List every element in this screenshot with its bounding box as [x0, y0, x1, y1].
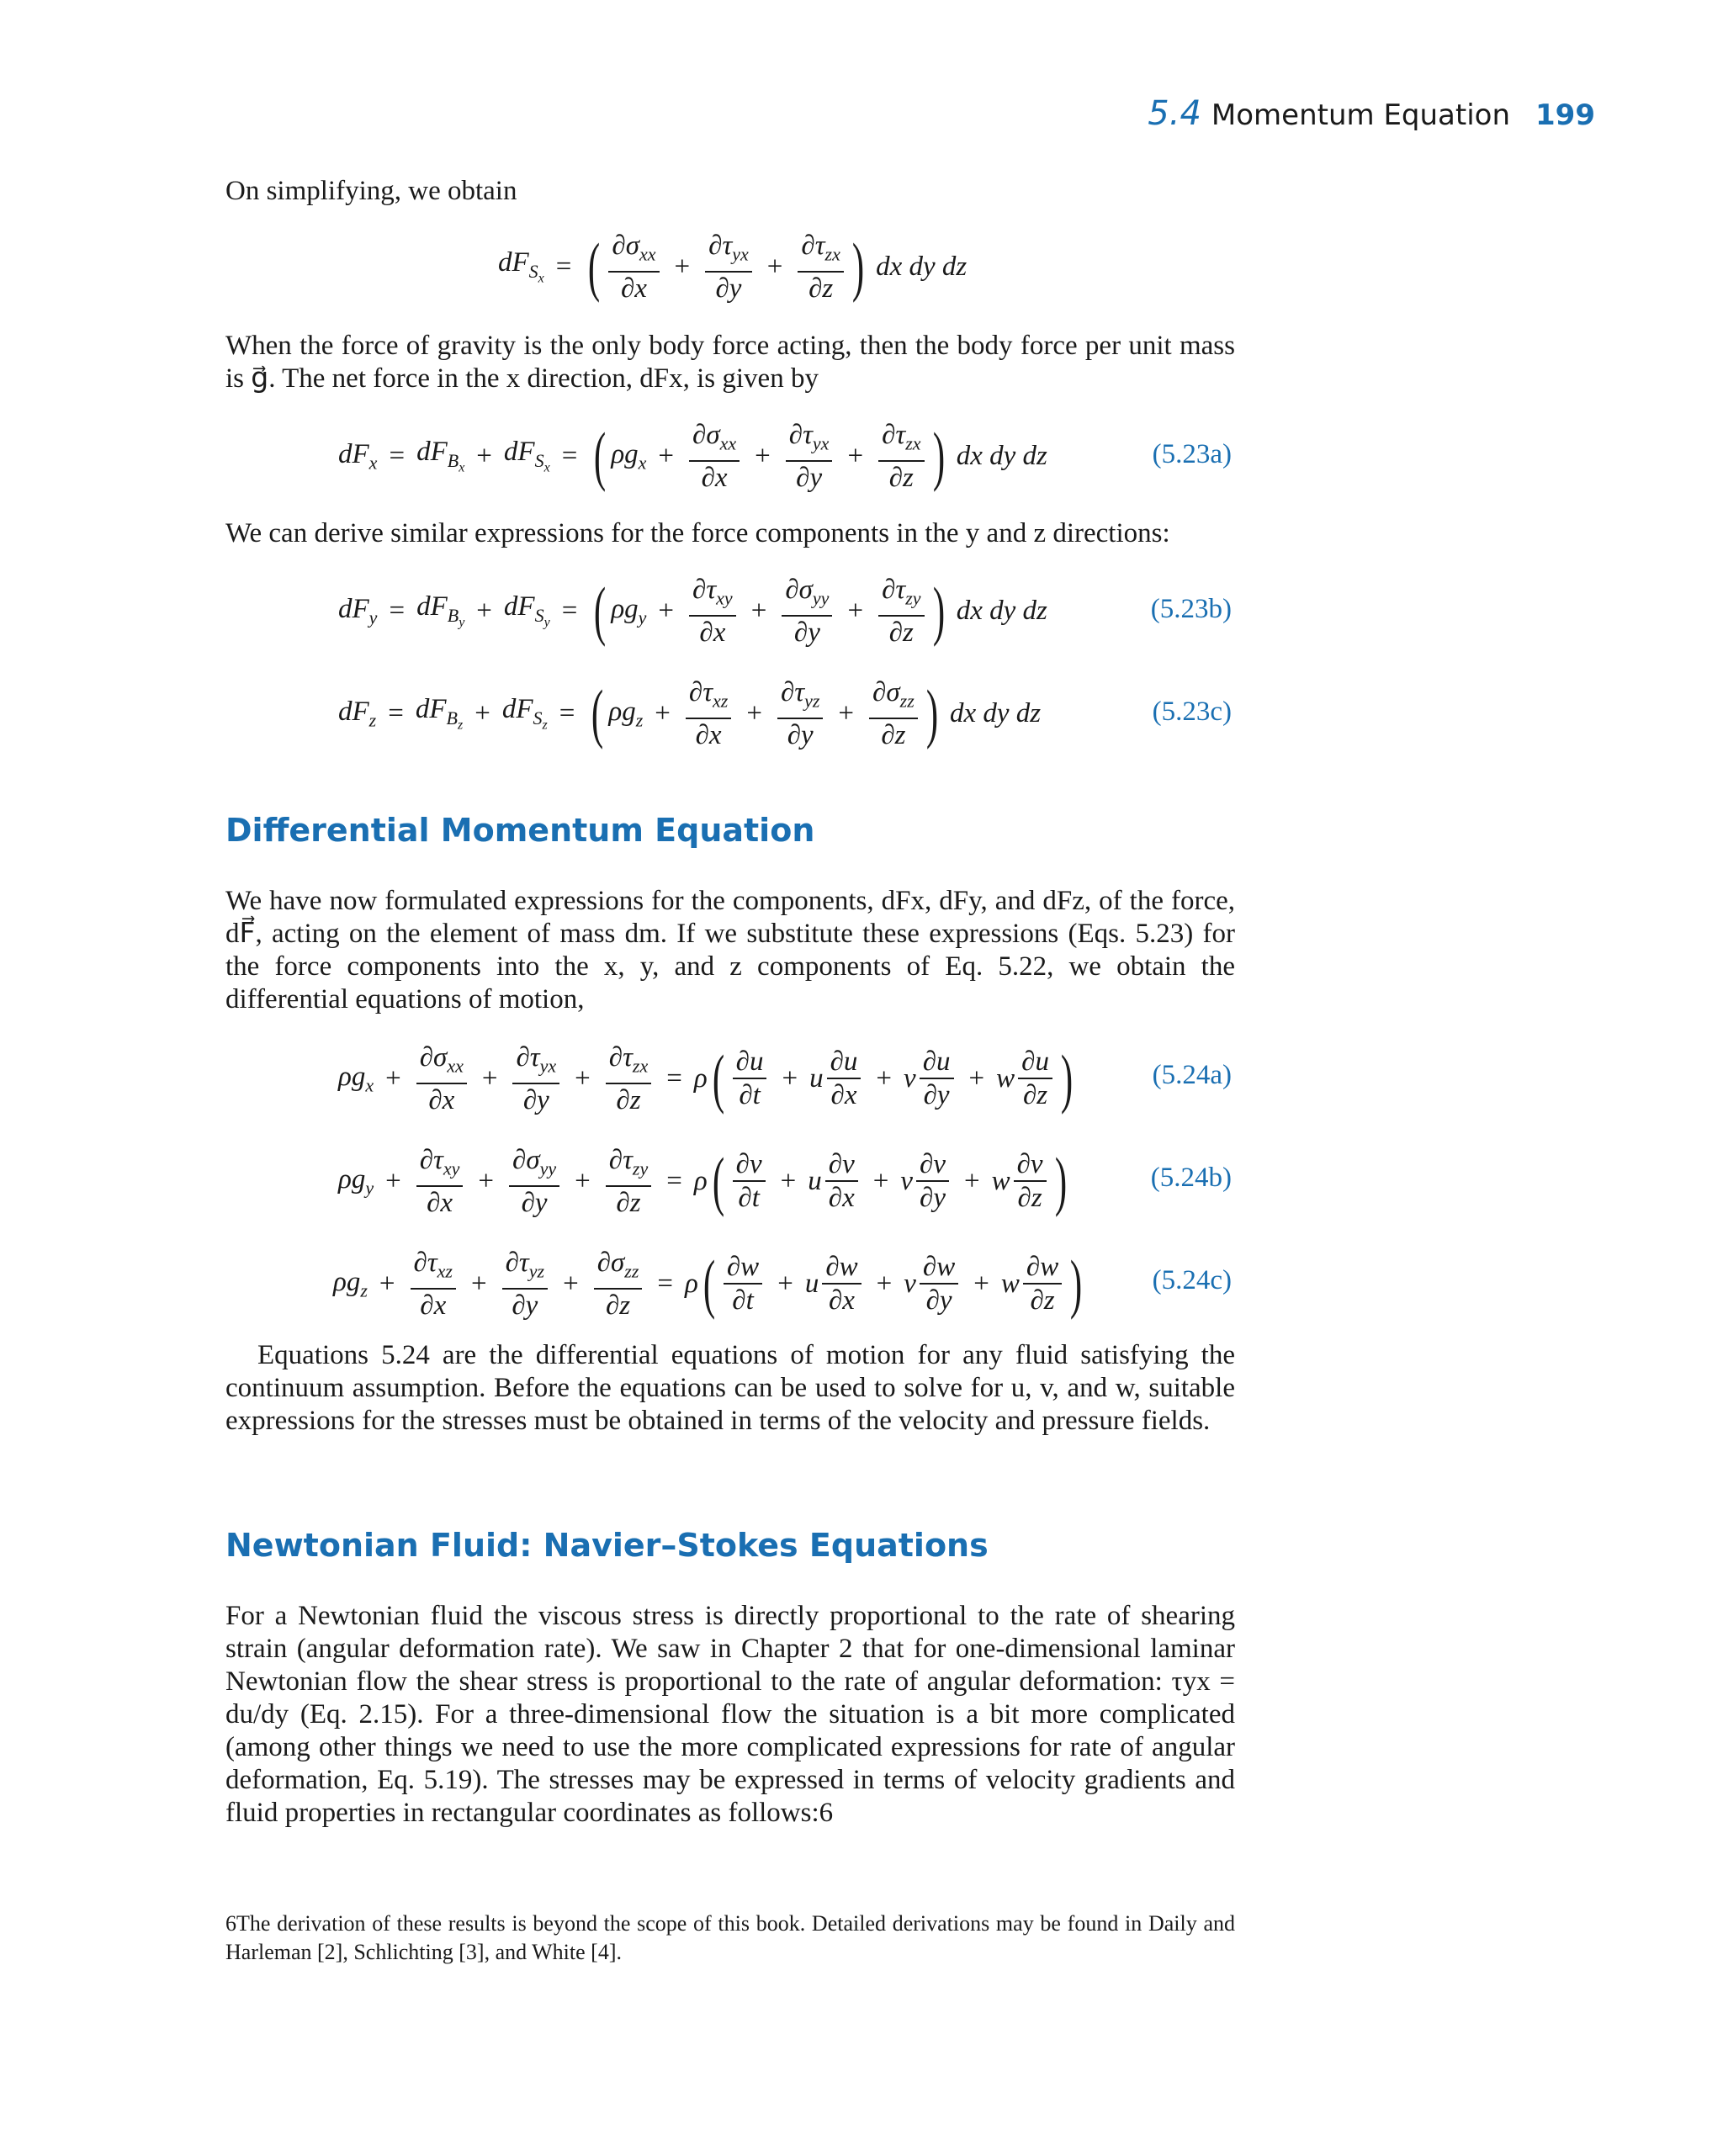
equation-5-23b: $dF_y$ = $dF_{B_y}$ + $dF_{S_y}$ = ( $\rho g_y$ + $\frac{\partial\tau_{xy}}{\partial x}$ + $\frac{\partial\sigma_{yy}}{\partial y}$ + $\frac{\partial\tau_{zy}}{\partial z}$ ) dx dy dz — [338, 574, 1047, 648]
eq-label-5-23c: (5.23c) — [1152, 697, 1232, 727]
equation-5-23a: $dF_x$ = $dF_{B_x}$ + $dF_{S_x}$ = ( $\rho g_x$ + $\frac{\partial\sigma_{xx}}{\partial x}$ + $\frac{\partial\tau_{yx}}{\partial y}$ + $\frac{\partial\tau_{zx}}{\partial z}$ ) dx dy dz — [338, 419, 1047, 493]
eq524-paragraph: Equations 5.24 are the differential equations of motion for any fluid satisfying the continuum assumption. Before the equations can be used to solve for u, v, and w, suitable expressions for the stresses must be obtained in terms of the velocity and pressure fields. — [225, 1340, 1235, 1436]
running-head — [1148, 94, 1595, 133]
equation-dFSx: $dF_{S_x}$ = ( $\frac{\partial\sigma_{xx}}{\partial x}$ + $\frac{\partial\tau_{yx}}{\partial y}$ + $\frac{\partial\tau_{zx}}{\partial z}$ ) dx dy dz — [498, 230, 968, 304]
equation-5-23c: $dF_z$ = $dF_{B_z}$ + $dF_{S_z}$ = ( $\rho g_z$ + $\frac{\partial\tau_{xz}}{\partial x}$ + $\frac{\partial\tau_{yz}}{\partial y}$ + $\frac{\partial\sigma_{zz}}{\partial z}$ ) dx dy dz — [338, 676, 1042, 750]
heading-differential-momentum: Differential Momentum Equation — [225, 812, 815, 849]
eq-label-5-24a: (5.24a) — [1152, 1060, 1232, 1090]
footnote: 6The derivation of these results is beyond the scope of this book. Detailed derivations may be found in Daily and Harleman [2], Schlichting [3], and White [4]. — [225, 1911, 1235, 1964]
page-number: 199 — [1535, 98, 1595, 132]
equation-5-24c: $\rho g_z$ + $\frac{\partial\tau_{xz}}{\partial x}$ + $\frac{\partial\tau_{yz}}{\partial y}$ + $\frac{\partial\sigma_{zz}}{\partial z}$ = ρ ( $\frac{\partial w}{\partial t}$ + u $\frac{\partial w}{\partial x}$ + v $\frac{\partial w}{\partial y}$ + w $\frac{\partial w}{\partial z}$ ) — [333, 1247, 1083, 1321]
section-title: Momentum Equation — [1211, 98, 1511, 132]
section-number: 5.4 — [1148, 94, 1201, 133]
eq-label-5-24b: (5.24b) — [1150, 1163, 1232, 1193]
gravity-paragraph: When the force of gravity is the only body force acting, then the body force per unit mass is g⃗. The net force in the x direction, dFx, is given by — [225, 331, 1235, 394]
differential-paragraph: We have now formulated expressions for the components, dFx, dFy, and dFz, of the force, dF⃗, acting on the element of mass dm. If we substitute these expressions (Eqs. 5.23) for the force components into the x, y, and z components of Eq. 5.22, we obtain the differential equations of motion, — [225, 886, 1235, 1014]
similar-paragraph: We can derive similar expressions for the force components in the y and z directions: — [225, 518, 1170, 548]
intro-text: On simplifying, we obtain — [225, 176, 517, 206]
newtonian-paragraph: For a Newtonian fluid the viscous stress is directly proportional to the rate of shearing strain (angular deformation rate). We saw in Chapter 2 that for one-dimensional laminar Newtonian flow the shear stress is proportional to the rate of angular deformation: τyx = du/dy (Eq. 2.15). For a three-dimensional flow the situation is a bit more complicated (among other things we need to use the more complicated expressions for rate of angular deformation, Eq. 5.19). The stresses may be expressed in terms of velocity gradients and fluid properties in rectangular coordinates as follows:6 — [225, 1601, 1235, 1828]
equation-5-24b: $\rho g_y$ + $\frac{\partial\tau_{xy}}{\partial x}$ + $\frac{\partial\sigma_{yy}}{\partial y}$ + $\frac{\partial\tau_{zy}}{\partial z}$ = ρ ( $\frac{\partial v}{\partial t}$ + u $\frac{\partial v}{\partial x}$ + v $\frac{\partial v}{\partial y}$ + w $\frac{\partial v}{\partial z}$ ) — [338, 1144, 1067, 1218]
heading-navier-stokes: Newtonian Fluid: Navier–Stokes Equations — [225, 1527, 989, 1564]
eq-label-5-23b: (5.23b) — [1150, 594, 1232, 624]
equation-5-24a: $\rho g_x$ + $\frac{\partial\sigma_{xx}}{\partial x}$ + $\frac{\partial\tau_{yx}}{\partial y}$ + $\frac{\partial\tau_{zx}}{\partial z}$ = ρ ( $\frac{\partial u}{\partial t}$ + u $\frac{\partial u}{\partial x}$ + v $\frac{\partial u}{\partial y}$ + w $\frac{\partial u}{\partial z}$ ) — [338, 1041, 1074, 1115]
eq-label-5-23a: (5.23a) — [1152, 439, 1232, 469]
eq-label-5-24c: (5.24c) — [1152, 1265, 1232, 1295]
